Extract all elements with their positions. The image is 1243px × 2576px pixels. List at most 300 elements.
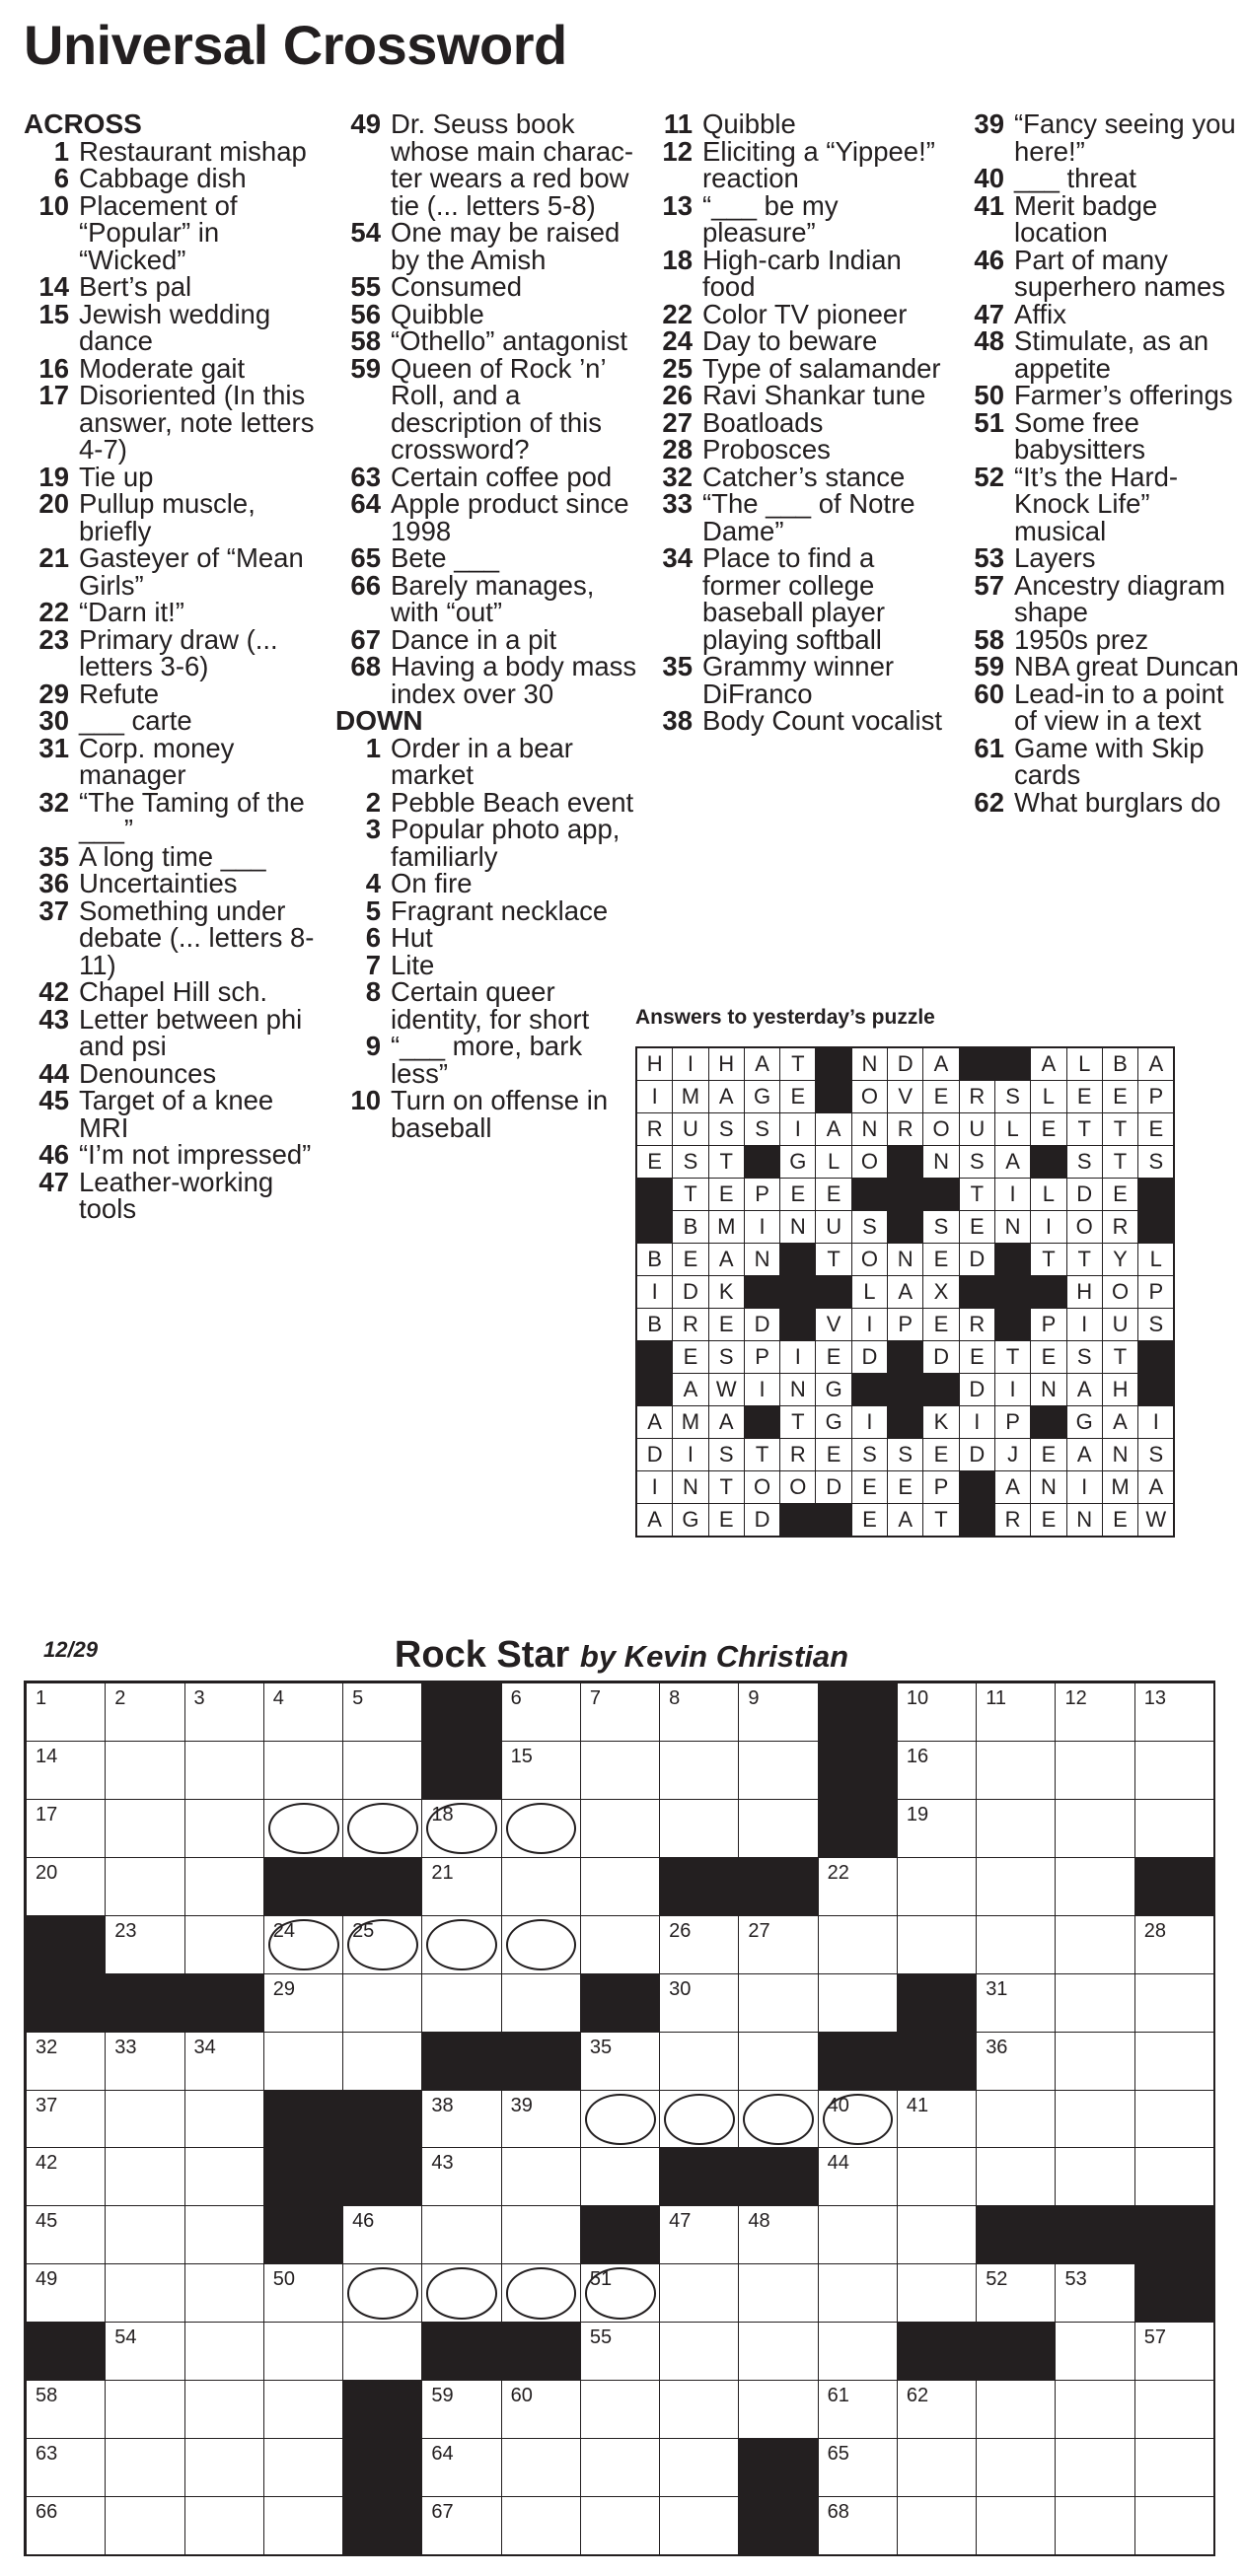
clue-text: “Othello” antagonist — [391, 325, 627, 356]
grid-cell[interactable] — [263, 2438, 344, 2497]
circle-marker — [506, 1803, 577, 1854]
grid-cell[interactable] — [1134, 2496, 1215, 2555]
grid-cell[interactable] — [659, 2322, 740, 2381]
answers-letter: O — [744, 1471, 779, 1504]
answers-block — [888, 1211, 923, 1244]
grid-cell[interactable] — [1134, 1973, 1215, 2033]
answers-letter: B — [636, 1244, 673, 1276]
grid-cell[interactable] — [580, 2147, 661, 2206]
answers-letter: I — [994, 1179, 1030, 1211]
grid-cell[interactable] — [659, 2380, 740, 2439]
grid-cell[interactable] — [659, 2090, 740, 2149]
cell-number: 6 — [510, 1687, 522, 1709]
grid-cell[interactable] — [580, 1741, 661, 1800]
grid-cell[interactable] — [976, 2438, 1057, 2497]
grid-cell[interactable] — [501, 1857, 582, 1916]
grid-cell[interactable] — [580, 2032, 661, 2091]
clue-number: 59 — [350, 352, 381, 384]
grid-cell[interactable] — [263, 1799, 344, 1858]
grid-cell[interactable] — [659, 1973, 740, 2033]
grid-cell[interactable] — [1134, 1799, 1215, 1858]
grid-cell[interactable] — [26, 2496, 107, 2555]
clue-text: Cabbage dish — [79, 163, 247, 193]
answers-letter: B — [1102, 1047, 1137, 1081]
grid-cell[interactable] — [105, 1741, 185, 1800]
cell-number: 15 — [510, 1745, 533, 1767]
grid-cell[interactable] — [1134, 1682, 1215, 1742]
grid-cell[interactable] — [184, 2322, 265, 2381]
grid-cell[interactable] — [818, 2496, 899, 2555]
clue-text: Stimulate, as an appetite — [1014, 325, 1209, 384]
answers-letter: A — [923, 1047, 959, 1081]
grid-cell[interactable] — [738, 2090, 819, 2149]
clue-number: 24 — [662, 325, 693, 356]
grid-cell[interactable] — [580, 2322, 661, 2381]
grid-cell[interactable] — [976, 2090, 1057, 2149]
grid-cell[interactable] — [501, 1973, 582, 2033]
grid-cell[interactable] — [818, 2438, 899, 2497]
grid-cell[interactable] — [26, 2147, 107, 2206]
clue-number: 25 — [662, 352, 693, 384]
grid-cell[interactable] — [976, 2380, 1057, 2439]
grid-cell[interactable] — [501, 1682, 582, 1742]
grid-cell[interactable] — [580, 2090, 661, 2149]
grid-cell[interactable] — [184, 1799, 265, 1858]
clue — [24, 273, 329, 301]
grid-cell[interactable] — [342, 1741, 423, 1800]
answers-row — [636, 1113, 1174, 1146]
clue — [647, 707, 953, 735]
answers-letter: E — [816, 1439, 851, 1471]
grid-cell[interactable] — [659, 2263, 740, 2323]
grid-cell[interactable] — [738, 2205, 819, 2264]
grid-cell[interactable] — [501, 2205, 582, 2264]
grid-cell[interactable] — [1134, 2438, 1215, 2497]
grid-cell[interactable] — [501, 1915, 582, 1974]
grid-cell[interactable] — [105, 2147, 185, 2206]
grid-cell[interactable] — [580, 1915, 661, 1974]
clue — [335, 786, 641, 818]
cell-number: 23 — [114, 1919, 137, 1942]
grid-cell[interactable] — [1055, 2496, 1135, 2555]
clue — [647, 382, 953, 409]
grid-cell[interactable] — [105, 2496, 185, 2555]
clue-text: “The Taming of the ___” — [79, 786, 305, 844]
grid-cell[interactable] — [501, 1799, 582, 1858]
grid-cell[interactable] — [1134, 1915, 1215, 1974]
grid-cell[interactable] — [421, 1799, 502, 1858]
grid-cell[interactable] — [263, 1682, 344, 1742]
grid-cell[interactable] — [501, 2263, 582, 2323]
grid-cell[interactable] — [105, 1799, 185, 1858]
grid-cell[interactable] — [659, 1915, 740, 1974]
answers-letter: I — [636, 1471, 673, 1504]
grid-cell[interactable] — [342, 1682, 423, 1742]
answers-block — [1031, 1146, 1066, 1179]
answers-block — [994, 1047, 1030, 1081]
clue-number: 46 — [38, 1139, 69, 1170]
grid-cell[interactable] — [897, 1857, 978, 1916]
grid-cell[interactable] — [263, 2322, 344, 2381]
grid-cell[interactable] — [818, 2090, 899, 2149]
clue — [959, 189, 1240, 248]
answers-letter: H — [1102, 1374, 1137, 1406]
grid-cell[interactable] — [1055, 1741, 1135, 1800]
answers-letter: D — [851, 1341, 887, 1374]
grid-cell[interactable] — [342, 1915, 423, 1974]
grid-cell[interactable] — [897, 1741, 978, 1800]
answers-title: Answers to yesterday’s puzzle — [635, 1006, 935, 1029]
grid-cell[interactable] — [421, 1915, 502, 1974]
grid-cell[interactable] — [976, 1799, 1057, 1858]
grid-cell[interactable] — [105, 2032, 185, 2091]
clue — [335, 352, 641, 465]
grid-cell[interactable] — [26, 1682, 107, 1742]
grid-cell[interactable] — [263, 1973, 344, 2033]
grid-cell[interactable] — [1134, 2147, 1215, 2206]
grid-cell[interactable] — [501, 2147, 582, 2206]
grid-cell[interactable] — [105, 2438, 185, 2497]
grid-cell[interactable] — [421, 2496, 502, 2555]
clue-text: “The ___ of Notre Dame” — [702, 488, 915, 546]
grid-cell[interactable] — [184, 1741, 265, 1800]
grid-cell[interactable] — [184, 2205, 265, 2264]
grid-cell[interactable] — [105, 2205, 185, 2264]
grid-cell[interactable] — [818, 2147, 899, 2206]
answers-letter: E — [708, 1504, 744, 1538]
cell-number: 55 — [589, 2326, 613, 2349]
grid-cell[interactable] — [501, 2380, 582, 2439]
grid-cell[interactable] — [818, 1973, 899, 2033]
grid-cell[interactable] — [421, 2205, 502, 2264]
answers-letter: D — [1066, 1179, 1102, 1211]
clue-number: 44 — [38, 1057, 69, 1089]
grid-cell[interactable] — [659, 1799, 740, 1858]
grid-cell[interactable] — [184, 2496, 265, 2555]
clue — [24, 1003, 329, 1061]
grid-block — [976, 2205, 1057, 2264]
grid-cell[interactable] — [659, 1741, 740, 1800]
grid-cell[interactable] — [501, 1741, 582, 1800]
grid-cell[interactable] — [501, 2496, 582, 2555]
grid-cell[interactable] — [1055, 2380, 1135, 2439]
grid-cell[interactable] — [1055, 2438, 1135, 2497]
grid-cell[interactable] — [184, 1915, 265, 1974]
grid-cell[interactable] — [105, 2322, 185, 2381]
answers-letter: T — [708, 1471, 744, 1504]
grid-cell[interactable] — [105, 2090, 185, 2149]
grid-cell[interactable] — [1055, 1973, 1135, 2033]
clue — [335, 461, 641, 492]
cell-number: 30 — [669, 1977, 692, 2000]
grid-cell[interactable] — [26, 1799, 107, 1858]
grid-cell[interactable] — [421, 2263, 502, 2323]
clue-number: 61 — [974, 732, 1004, 763]
clue-text: ___ carte — [79, 705, 192, 736]
grid-cell[interactable] — [1134, 2322, 1215, 2381]
circle-marker — [743, 2094, 814, 2145]
clue-text: Hut — [391, 922, 433, 953]
grid-cell[interactable] — [1055, 2263, 1135, 2323]
grid-cell[interactable] — [1055, 2322, 1135, 2381]
grid-block — [818, 1741, 899, 1800]
grid-cell[interactable] — [580, 1799, 661, 1858]
clue — [335, 219, 641, 273]
answers-letter: T — [780, 1047, 816, 1081]
grid-cell[interactable] — [738, 2380, 819, 2439]
grid-cell[interactable] — [421, 1857, 502, 1916]
answers-block — [780, 1309, 816, 1341]
grid-cell[interactable] — [659, 2438, 740, 2497]
answers-block — [1138, 1179, 1175, 1211]
grid-cell[interactable] — [897, 2147, 978, 2206]
answers-letter: A — [636, 1504, 673, 1538]
answers-letter: S — [1066, 1341, 1102, 1374]
grid-cell[interactable] — [976, 1915, 1057, 1974]
grid-cell[interactable] — [263, 2496, 344, 2555]
clue — [959, 569, 1240, 627]
grid-cell[interactable] — [342, 2032, 423, 2091]
clue — [24, 786, 329, 844]
grid-cell[interactable] — [1134, 1741, 1215, 1800]
cell-number: 32 — [36, 2036, 58, 2058]
grid-block — [897, 2032, 978, 2091]
grid-cell[interactable] — [342, 2263, 423, 2323]
grid-cell[interactable] — [263, 1915, 344, 1974]
grid-cell[interactable] — [263, 2380, 344, 2439]
grid-cell[interactable] — [421, 2090, 502, 2149]
grid-cell[interactable] — [1055, 1799, 1135, 1858]
grid-cell[interactable] — [184, 2090, 265, 2149]
answers-block — [780, 1504, 816, 1538]
grid-block — [1134, 1857, 1215, 1916]
answers-letter: E — [959, 1211, 994, 1244]
grid-cell[interactable] — [1055, 1857, 1135, 1916]
grid-cell[interactable] — [580, 2496, 661, 2555]
answers-letter: B — [673, 1211, 708, 1244]
grid-cell[interactable] — [659, 2496, 740, 2555]
grid-cell[interactable] — [1055, 2032, 1135, 2091]
cell-number: 16 — [906, 1745, 929, 1767]
grid-cell[interactable] — [105, 2380, 185, 2439]
grid-cell[interactable] — [184, 1682, 265, 1742]
grid-cell[interactable] — [580, 1682, 661, 1742]
answers-row — [636, 1309, 1174, 1341]
grid-cell[interactable] — [976, 2496, 1057, 2555]
clue-text: Merit badge location — [1014, 189, 1158, 248]
grid-cell[interactable] — [818, 2380, 899, 2439]
grid-cell[interactable] — [26, 1741, 107, 1800]
grid-cell[interactable] — [26, 2263, 107, 2323]
grid-cell[interactable] — [738, 1682, 819, 1742]
grid-cell[interactable] — [738, 1799, 819, 1858]
grid-cell[interactable] — [976, 1973, 1057, 2033]
clue-number: 52 — [974, 461, 1004, 492]
grid-cell[interactable] — [976, 1682, 1057, 1742]
grid-cell[interactable] — [342, 1973, 423, 2033]
clue-list — [335, 110, 641, 707]
grid-cell[interactable] — [659, 2032, 740, 2091]
grid-cell[interactable] — [342, 1799, 423, 1858]
grid-cell[interactable] — [1055, 2090, 1135, 2149]
grid-cell[interactable] — [1055, 2147, 1135, 2206]
grid-cell[interactable] — [26, 2438, 107, 2497]
grid-cell[interactable] — [421, 2380, 502, 2439]
grid-cell[interactable] — [342, 2205, 423, 2264]
grid-cell[interactable] — [501, 2438, 582, 2497]
answers-letter: T — [1102, 1146, 1137, 1179]
grid-cell[interactable] — [897, 2380, 978, 2439]
grid-cell[interactable] — [501, 2090, 582, 2149]
answers-block — [816, 1081, 851, 1113]
grid-cell[interactable] — [342, 2322, 423, 2381]
grid-cell[interactable] — [897, 2263, 978, 2323]
clue — [959, 461, 1240, 546]
grid-cell[interactable] — [263, 1741, 344, 1800]
answers-letter: E — [816, 1179, 851, 1211]
grid-cell[interactable] — [818, 1857, 899, 1916]
clue-number: 17 — [38, 380, 69, 410]
grid-cell[interactable] — [26, 2090, 107, 2149]
clue — [647, 327, 953, 355]
answers-letter: R — [959, 1309, 994, 1341]
clue — [24, 382, 329, 464]
answers-letter: M — [673, 1081, 708, 1113]
grid-cell[interactable] — [976, 2147, 1057, 2206]
grid-cell[interactable] — [105, 2263, 185, 2323]
grid-cell[interactable] — [580, 1857, 661, 1916]
cell-number: 12 — [1064, 1687, 1087, 1709]
clue-text: Affix — [1014, 298, 1066, 329]
cell-number: 21 — [431, 1861, 454, 1884]
clue-number: 1 — [53, 135, 69, 167]
answers-letter: E — [1031, 1341, 1066, 1374]
answers-block — [923, 1374, 959, 1406]
grid-cell[interactable] — [1055, 1915, 1135, 1974]
grid-cell[interactable] — [421, 2438, 502, 2497]
clue — [335, 110, 641, 219]
clue-text: Refute — [79, 678, 160, 709]
grid-cell[interactable] — [738, 1973, 819, 2033]
grid-cell[interactable] — [738, 2322, 819, 2381]
grid-cell[interactable] — [659, 2205, 740, 2264]
grid-cell[interactable] — [105, 1857, 185, 1916]
grid-cell[interactable] — [184, 2438, 265, 2497]
grid-cell[interactable] — [818, 2263, 899, 2323]
grid-cell[interactable] — [580, 2380, 661, 2439]
answers-letter: R — [959, 1081, 994, 1113]
cell-number: 51 — [589, 2268, 613, 2291]
answers-letter: A — [708, 1406, 744, 1439]
grid-cell[interactable] — [976, 1857, 1057, 1916]
answers-letter: D — [744, 1309, 779, 1341]
answers-letter: O — [851, 1146, 887, 1179]
grid-cell[interactable] — [897, 1915, 978, 1974]
clue-number: 14 — [38, 271, 69, 302]
grid-cell[interactable] — [26, 2032, 107, 2091]
grid-cell[interactable] — [738, 1741, 819, 1800]
clue-number: 42 — [38, 976, 69, 1007]
grid-block — [501, 2322, 582, 2381]
grid-block — [342, 2438, 423, 2497]
grid-cell[interactable] — [1055, 1682, 1135, 1742]
grid-cell[interactable] — [26, 2380, 107, 2439]
grid-cell[interactable] — [897, 2205, 978, 2264]
grid-cell[interactable] — [184, 2263, 265, 2323]
grid-cell[interactable] — [1134, 2090, 1215, 2149]
clue-number: 67 — [350, 623, 381, 655]
clue-text: Queen of Rock ’n’ Roll, and a description of this crossword? — [391, 352, 606, 465]
grid-cell[interactable] — [580, 2438, 661, 2497]
grid-cell[interactable] — [818, 1915, 899, 1974]
clue — [24, 544, 329, 599]
cell-number: 27 — [748, 1919, 770, 1942]
grid-cell[interactable] — [897, 2438, 978, 2497]
grid-cell[interactable] — [421, 2147, 502, 2206]
grid-cell[interactable] — [738, 1915, 819, 1974]
grid-cell[interactable] — [738, 2032, 819, 2091]
grid-cell[interactable] — [263, 2032, 344, 2091]
grid-cell[interactable] — [184, 1857, 265, 1916]
grid-cell[interactable] — [1134, 2032, 1215, 2091]
grid-cell[interactable] — [976, 2263, 1057, 2323]
grid-cell[interactable] — [184, 2380, 265, 2439]
grid-cell[interactable] — [105, 1682, 185, 1742]
answers-letter: E — [1031, 1504, 1066, 1538]
grid-cell[interactable] — [26, 1857, 107, 1916]
grid-cell[interactable] — [897, 2090, 978, 2149]
cell-number: 14 — [36, 1745, 58, 1767]
clue — [24, 189, 329, 275]
answers-letter: I — [959, 1406, 994, 1439]
clue-text: Ravi Shankar tune — [702, 380, 926, 410]
grid-cell[interactable] — [659, 1682, 740, 1742]
grid-cell[interactable] — [976, 1741, 1057, 1800]
grid-cell[interactable] — [738, 2263, 819, 2323]
clue — [647, 653, 953, 707]
cell-number: 24 — [272, 1919, 296, 1942]
answers-letter: P — [1031, 1309, 1066, 1341]
grid-cell[interactable] — [818, 2205, 899, 2264]
grid-cell[interactable] — [976, 2032, 1057, 2091]
answers-block — [636, 1211, 673, 1244]
grid-cell[interactable] — [580, 2263, 661, 2323]
answers-letter: A — [708, 1244, 744, 1276]
clue — [335, 894, 641, 926]
grid-cell[interactable] — [105, 1915, 185, 1974]
clue-text: Dance in a pit — [391, 623, 557, 655]
grid-cell[interactable] — [897, 1682, 978, 1742]
grid-cell[interactable] — [818, 2322, 899, 2381]
answers-letter: S — [888, 1439, 923, 1471]
answers-block — [636, 1374, 673, 1406]
grid-cell[interactable] — [897, 1799, 978, 1858]
clue-text: ___ threat — [1014, 163, 1136, 193]
answers-letter: L — [1031, 1081, 1066, 1113]
grid-cell[interactable] — [1134, 2380, 1215, 2439]
clue-number: 29 — [38, 678, 69, 709]
grid-cell[interactable] — [421, 1973, 502, 2033]
grid-cell[interactable] — [184, 2032, 265, 2091]
answers-letter: S — [1138, 1439, 1175, 1471]
grid-cell[interactable] — [26, 2205, 107, 2264]
grid-cell[interactable] — [897, 2496, 978, 2555]
grid-cell[interactable] — [263, 2263, 344, 2323]
clue-text: Part of many superhero names — [1014, 244, 1226, 302]
clue — [24, 623, 329, 681]
answers-letter: H — [1066, 1276, 1102, 1309]
grid-cell[interactable] — [184, 2147, 265, 2206]
